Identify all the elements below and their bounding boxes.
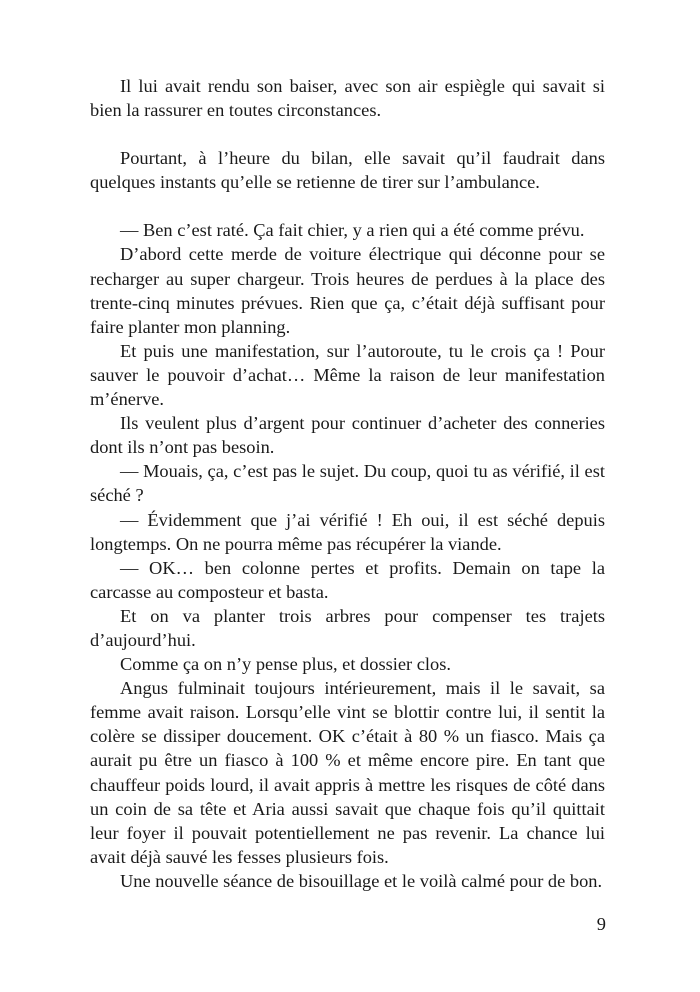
paragraph-8: — Évidemment que j’ai vérifié ! Eh oui, il est séché depuis longtemps. On ne pourra même pas récupérer la viande. — [90, 509, 605, 554]
paragraph-6: Ils veulent plus d’argent pour continuer d’acheter des conneries dont ils n’ont pas besoin. — [90, 413, 605, 458]
paragraph-5: Et puis une manifestation, sur l’autoroute, tu le crois ça ! Pour sauver le pouvoir d’achat… Même la raison de leur manifestation m’énerve. — [90, 340, 605, 410]
paragraph-3: — Ben c’est raté. Ça fait chier, y a rien qui a été comme prévu. — [120, 220, 585, 241]
body-text — [90, 74, 605, 893]
paragraph-13: Une nouvelle séance de bisouillage et le voilà calmé pour de bon. — [120, 870, 603, 891]
paragraph-4: D’abord cette merde de voiture électrique qui déconne pour se recharger au super chargeur. Trois heures de perdues à la place des trente-cinq minutes prévues. Rien que ça, c’était déjà suffisant pour faire planter mon planning. — [90, 244, 605, 337]
page-number: 9 — [596, 914, 606, 934]
paragraph-1: Il lui avait rendu son baiser, avec son air espiègle qui savait si bien la rassurer en toutes circonstances. — [90, 76, 605, 121]
paragraph-2: Pourtant, à l’heure du bilan, elle savait qu’il faudrait dans quelques instants qu’elle se retienne de tirer sur l’ambulance. — [90, 148, 605, 193]
paragraph-10: Et on va planter trois arbres pour compenser tes trajets d’aujourd’hui. — [90, 605, 605, 650]
paragraph-11: Comme ça on n’y pense plus, et dossier clos. — [120, 654, 451, 675]
paragraph-7: — Mouais, ça, c’est pas le sujet. Du coup, quoi tu as vérifié, il est séché ? — [90, 461, 605, 506]
paragraph-9: — OK… ben colonne pertes et profits. Demain on tape la carcasse au composteur et basta. — [90, 557, 605, 602]
paragraph-12: Angus fulminait toujours intérieurement, mais il le savait, sa femme avait raison. Lorsqu’elle vint se blottir contre lui, il sentit la colère se dissiper doucement. OK c’était à 80 % un fiasco. Mais ça aurait pu être un fiasco à 100 % et même encore pire. En tant que chauffeur poids lourd, il avait appris à mettre les risques de côté dans un coin de sa tête et Aria aussi savait que chaque fois qu’il quittait leur foyer il pouvait potentiellement ne pas revenir. La chance lui avait déjà sauvé les fesses plusieurs fois. — [90, 678, 605, 867]
